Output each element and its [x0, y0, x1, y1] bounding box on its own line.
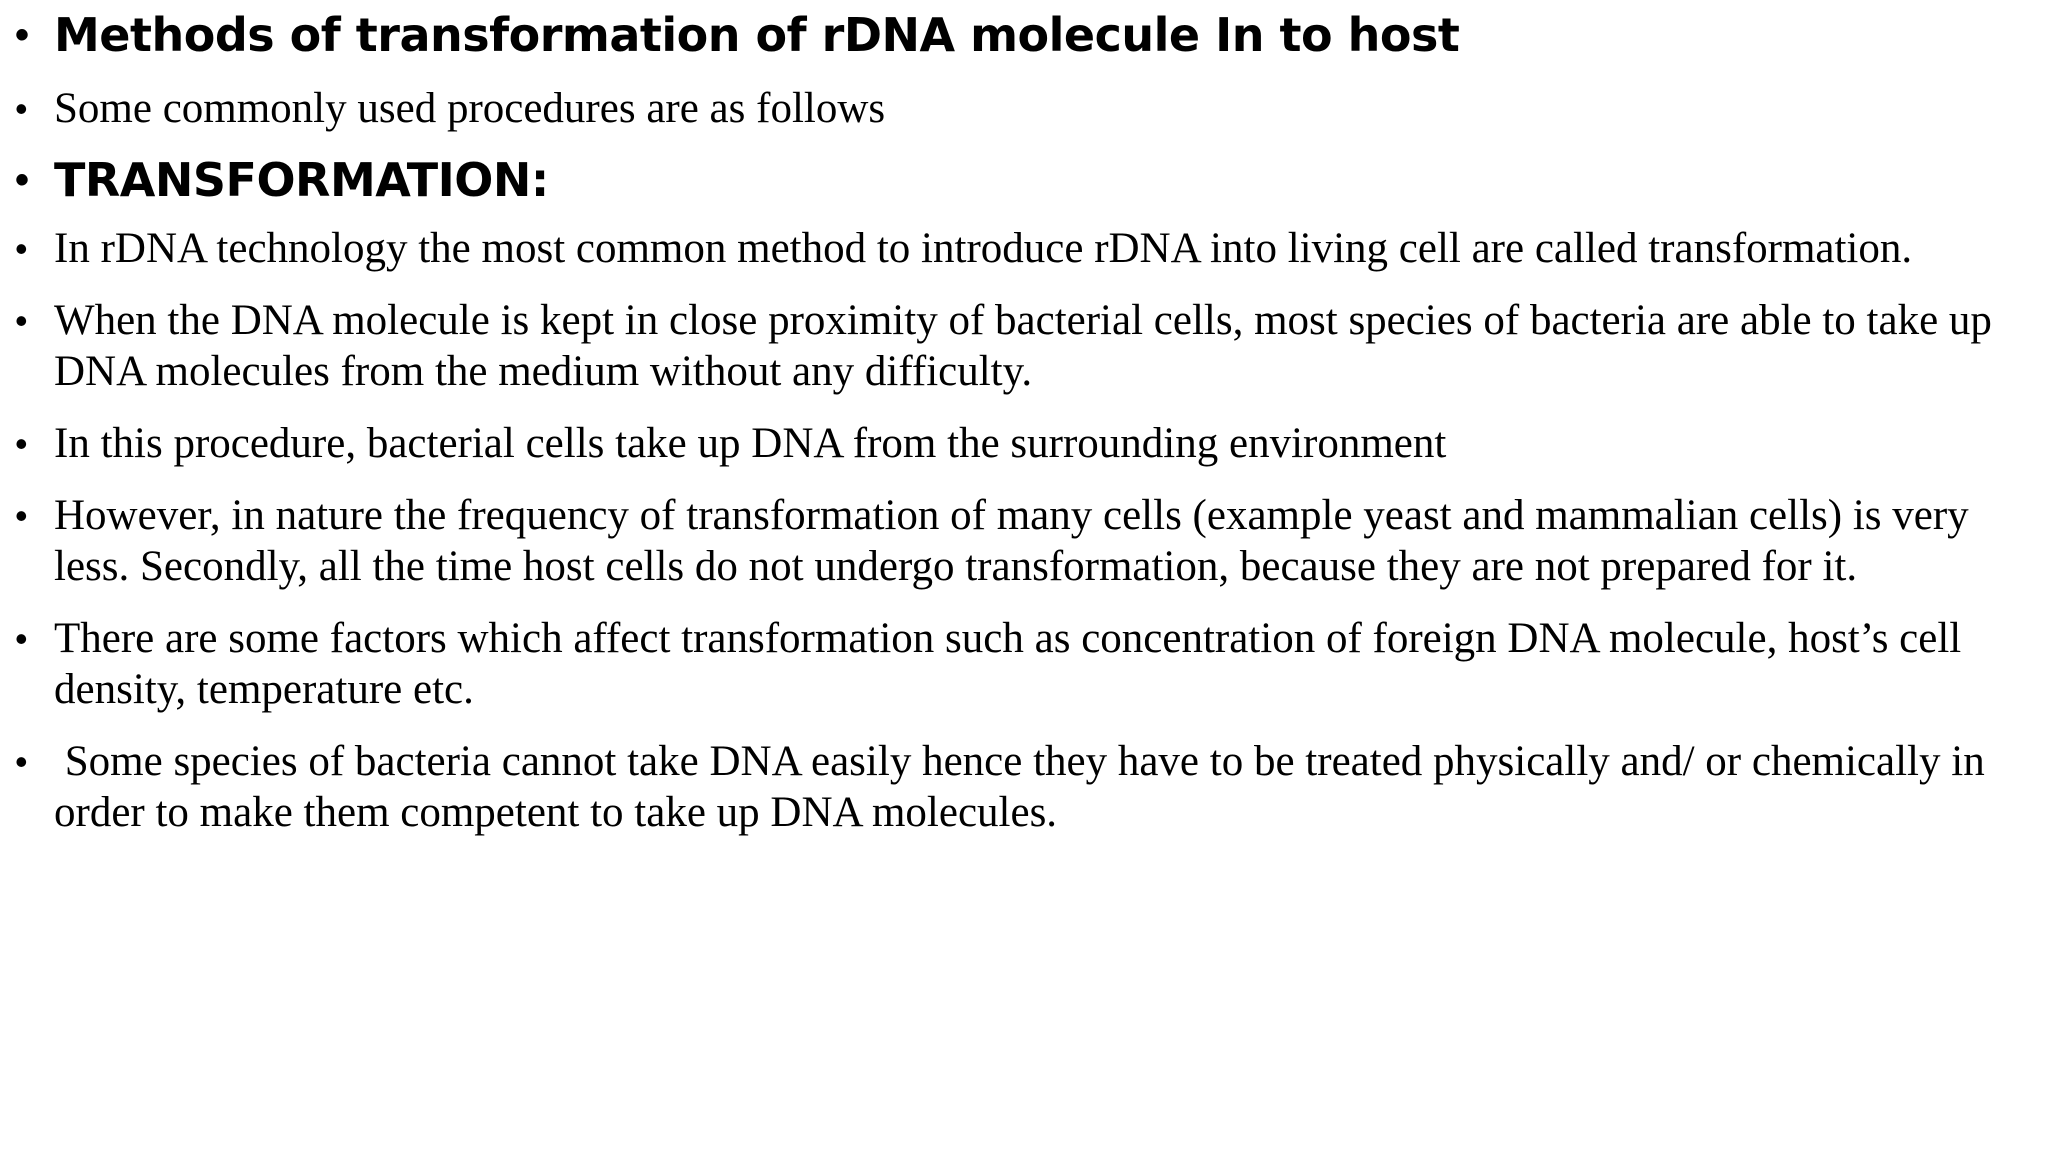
bullet-point-proximity: • When the DNA molecule is kept in close proximity of bacterial cells, most species of bacteria are able to take up DNA molecules from the medium without any difficulty. [15, 295, 2040, 397]
slide-title: • Methods of transformation of rDNA molecule In to host [15, 5, 2040, 65]
bullet-point-factors: • There are some factors which affect transformation such as concentration of foreign DNA molecule, host’s cell density, temperature etc. [15, 613, 2040, 715]
intro-bullet: • Some commonly used procedures are as follows [15, 83, 2040, 134]
bullet-point-definition: • In rDNA technology the most common method to introduce rDNA into living cell are called transformation. [15, 223, 2040, 274]
section-heading-transformation: • TRANSFORMATION: [15, 150, 2040, 210]
bullet-point-competence: • Some species of bacteria cannot take DNA easily hence they have to be treated physically and/ or chemically in order to make them competent to take up DNA molecules. [15, 736, 2040, 838]
bullet-point-procedure: • In this procedure, bacterial cells take up DNA from the surrounding environment [15, 418, 2040, 469]
bullet-list [15, 2, 2040, 838]
bullet-point-frequency: • However, in nature the frequency of transformation of many cells (example yeast and mammalian cells) is very less. Secondly, all the time host cells do not undergo transformation, because they are not prepared for it. [15, 490, 2040, 592]
